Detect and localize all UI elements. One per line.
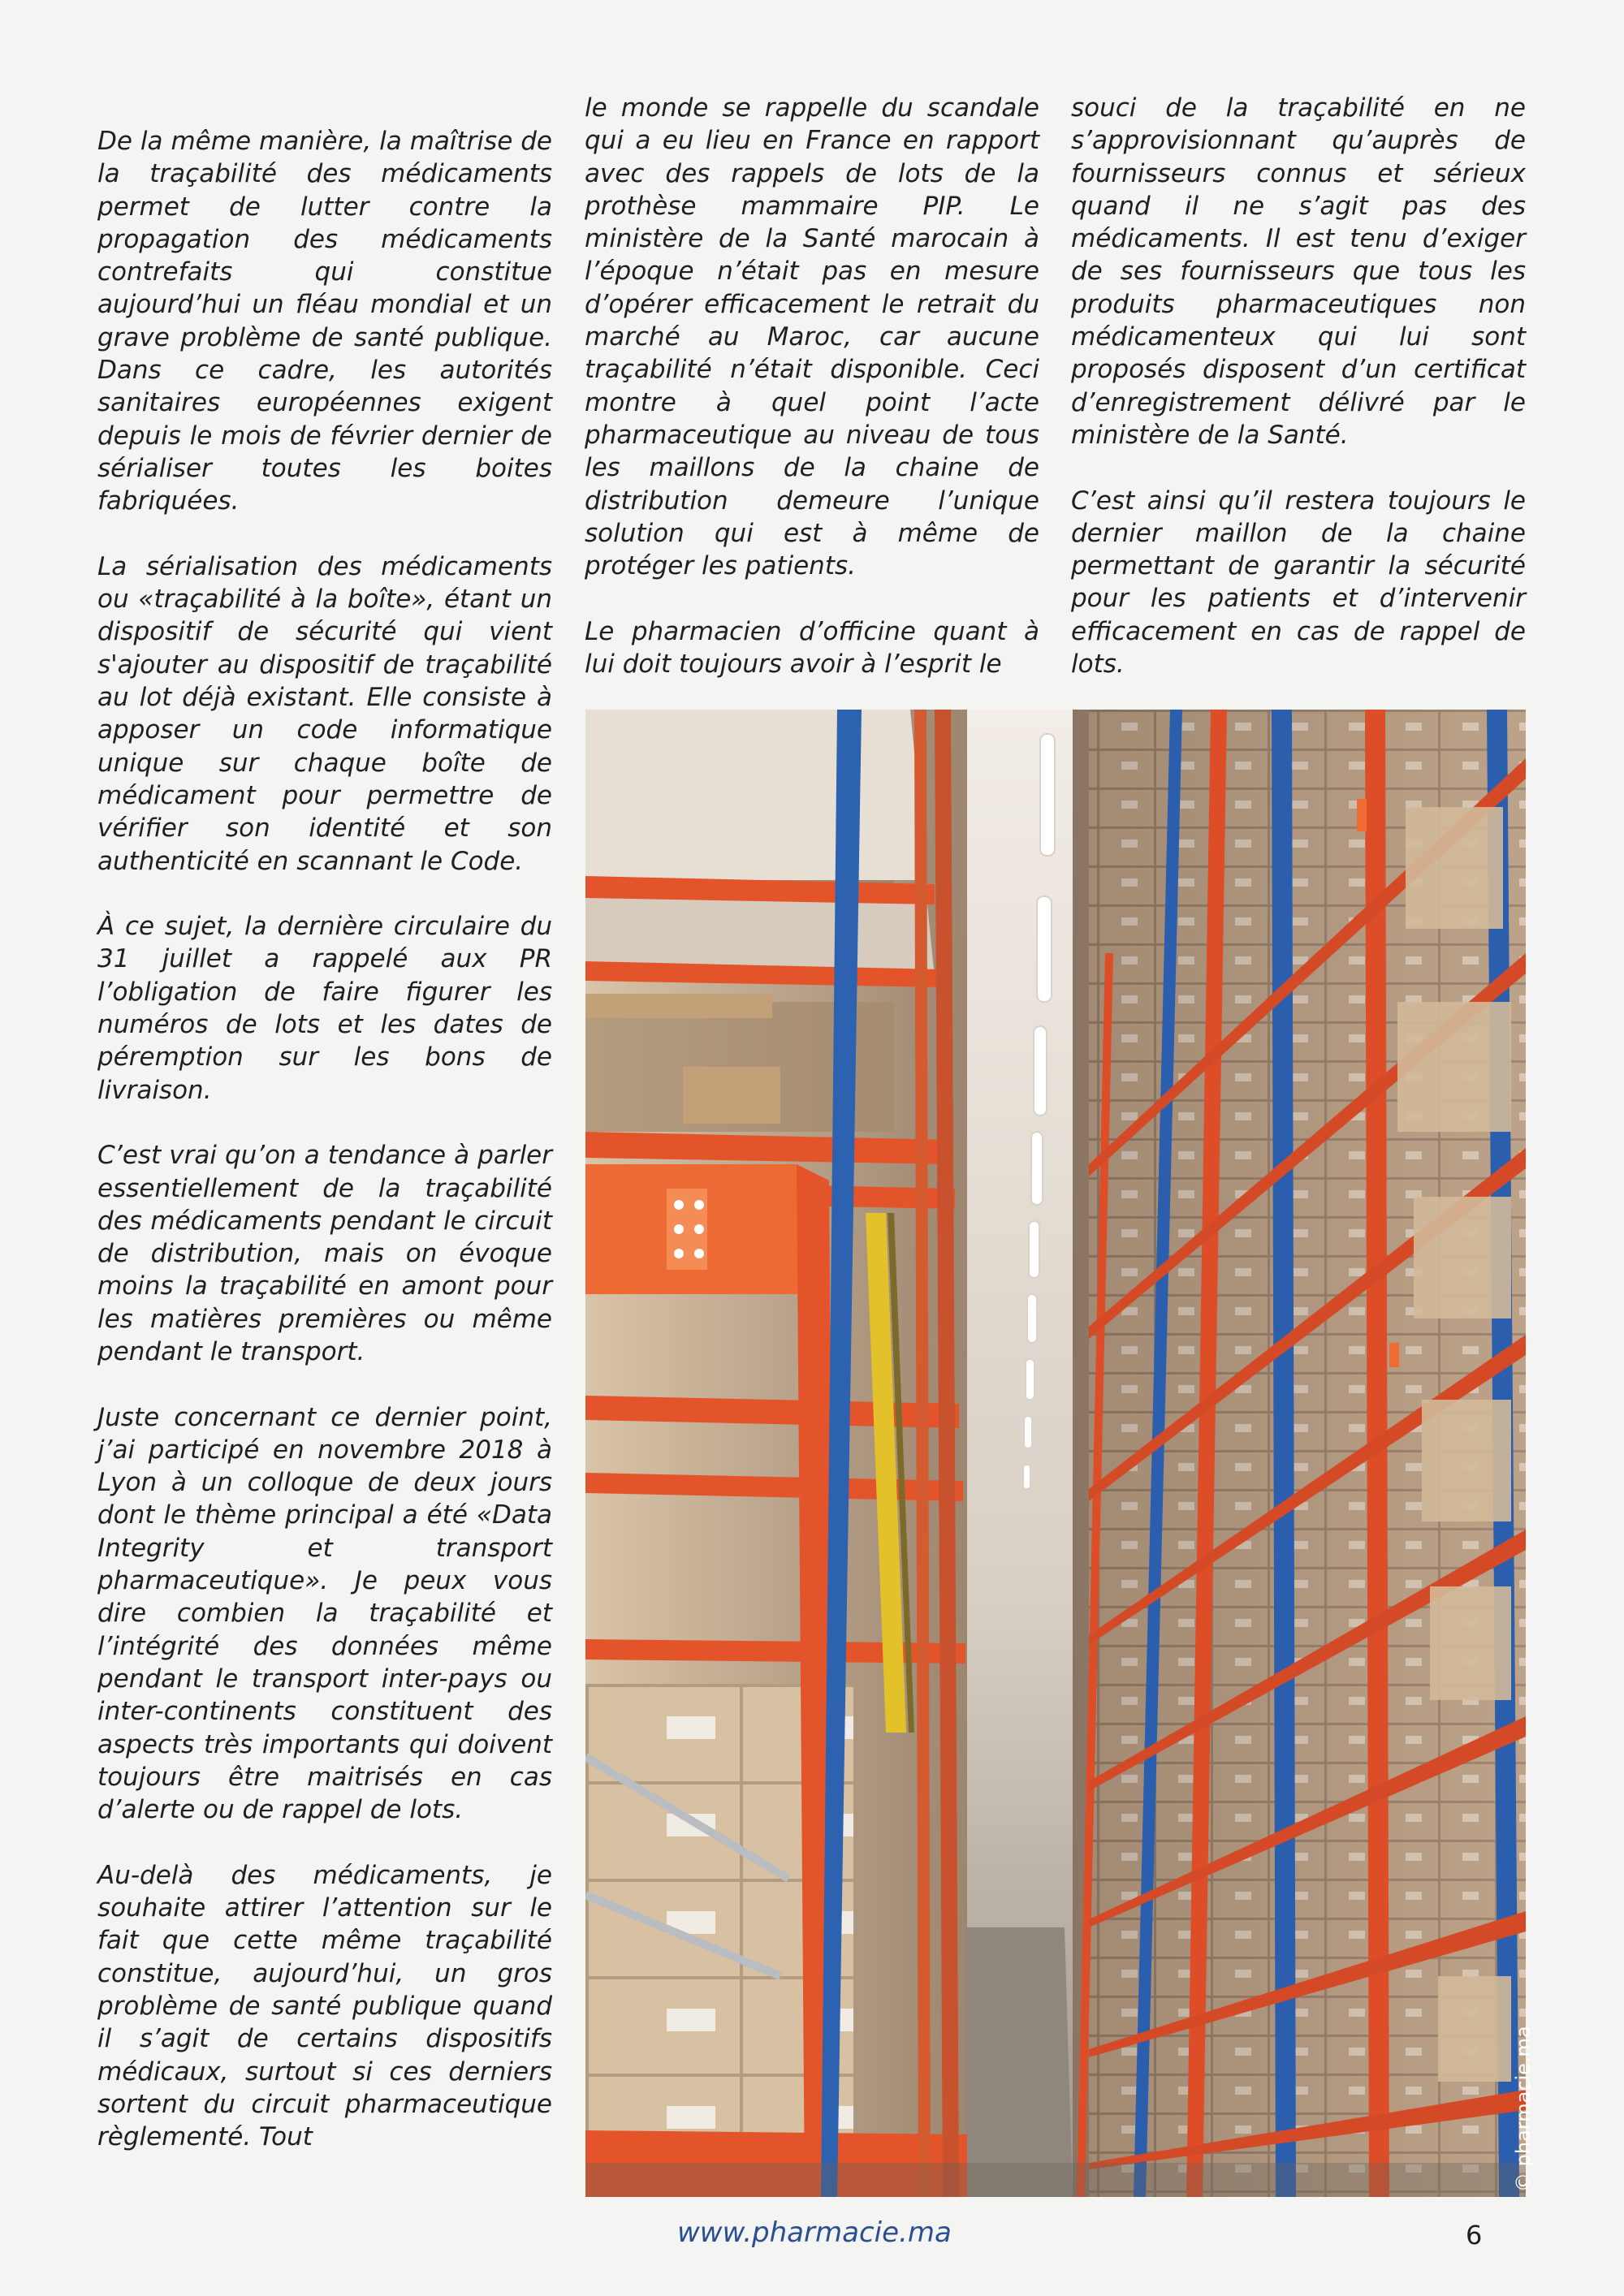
- text-column-1: [97, 125, 552, 2153]
- footer-website-link[interactable]: www.pharmacie.ma: [677, 2216, 952, 2249]
- paragraph: La sérialisation des médicaments ou «traçabilité à la boîte», étant un dispositif de sécurité qui vient s'ajouter au dispositif de traçabilité au lot déjà existant. Elle consiste à apposer un code informatique unique sur chaque boîte de médicament pour permettre de vérifier son identité et son authenticité en scannant le Code.: [97, 551, 552, 876]
- warehouse-photo: [585, 710, 1526, 2197]
- paragraph: Juste concernant ce dernier point, j’ai participé en novembre 2018 à Lyon à un colloque de deux jours dont le thème principal a été «Data Integrity et transport pharmaceutique». Je peux vous dire combien la traçabilité et l’intégrité des données même pendant le transport inter-pays ou inter-continents constituent des aspects très importants qui doivent toujours être maitrisés en cas d’alerte ou de rappel de lots.: [97, 1402, 552, 1825]
- text-column-3: [1071, 92, 1526, 680]
- paragraph: Au-delà des médicaments, je souhaite attirer l’attention sur le fait que cette même traçabilité constitue, aujourd’hui, un gros problème de santé publique quand il s’agit de certains dispositifs médicaux, surtout si ces derniers sortent du circuit pharmaceutique règlementé. Tout: [97, 1860, 552, 2152]
- paragraph: À ce sujet, la dernière circulaire du 31 juillet a rappelé aux PR l’obligation de faire figurer les numéros de lots et les dates de péremption sur les bons de livraison.: [97, 912, 552, 1105]
- paragraph: De la même manière, la maîtrise de la traçabilité des médicaments permet de lutter contre la propagation des médicaments contrefaits qui constitue aujourd’hui un fléau mondial et un grave problème de santé publique. Dans ce cadre, les autorités sanitaires européennes exigent depuis le mois de février dernier de sérialiser toutes les boites fabriquées.: [97, 127, 552, 516]
- text-column-2: [585, 92, 1039, 680]
- page-number: 6: [1466, 2220, 1483, 2251]
- photo-copyright: © pharmacie.ma: [1512, 2026, 1535, 2192]
- paragraph: Le pharmacien d’officine quant à lui doit toujours avoir à l’esprit le: [585, 616, 1039, 680]
- paragraph: le monde se rappelle du scandale qui a eu lieu en France en rapport avec des rappels de lots de la prothèse mammaire PIP. Le ministère de la Santé marocain à l’époque n’était pas en mesure d’opérer efficacement le retrait du marché au Maroc, car aucune traçabilité n’était disponible. Ceci montre à quel point l’acte pharmaceutique au niveau de tous les maillons de la chaine de distribution demeure l’unique solution qui est à même de protéger les patients.: [585, 93, 1039, 581]
- paragraph: souci de la traçabilité en ne s’approvisionnant qu’auprès de fournisseurs connus et sérieux quand il ne s’agit pas des médicaments. Il est tenu d’exiger de ses fournisseurs que tous les produits pharmaceutiques non médicamenteux qui lui sont proposés disposent d’un certificat d’enregistrement délivré par le ministère de la Santé.: [1071, 93, 1526, 450]
- paragraph: C’est ainsi qu’il restera toujours le dernier maillon de la chaine permettant de garantir la sécurité pour les patients et d’intervenir efficacement en cas de rappel de lots.: [1071, 486, 1526, 680]
- paragraph: C’est vrai qu’on a tendance à parler essentiellement de la traçabilité des médicaments pendant le circuit de distribution, mais on évoque moins la traçabilité en amont pour les matières premières ou même pendant le transport.: [97, 1141, 552, 1366]
